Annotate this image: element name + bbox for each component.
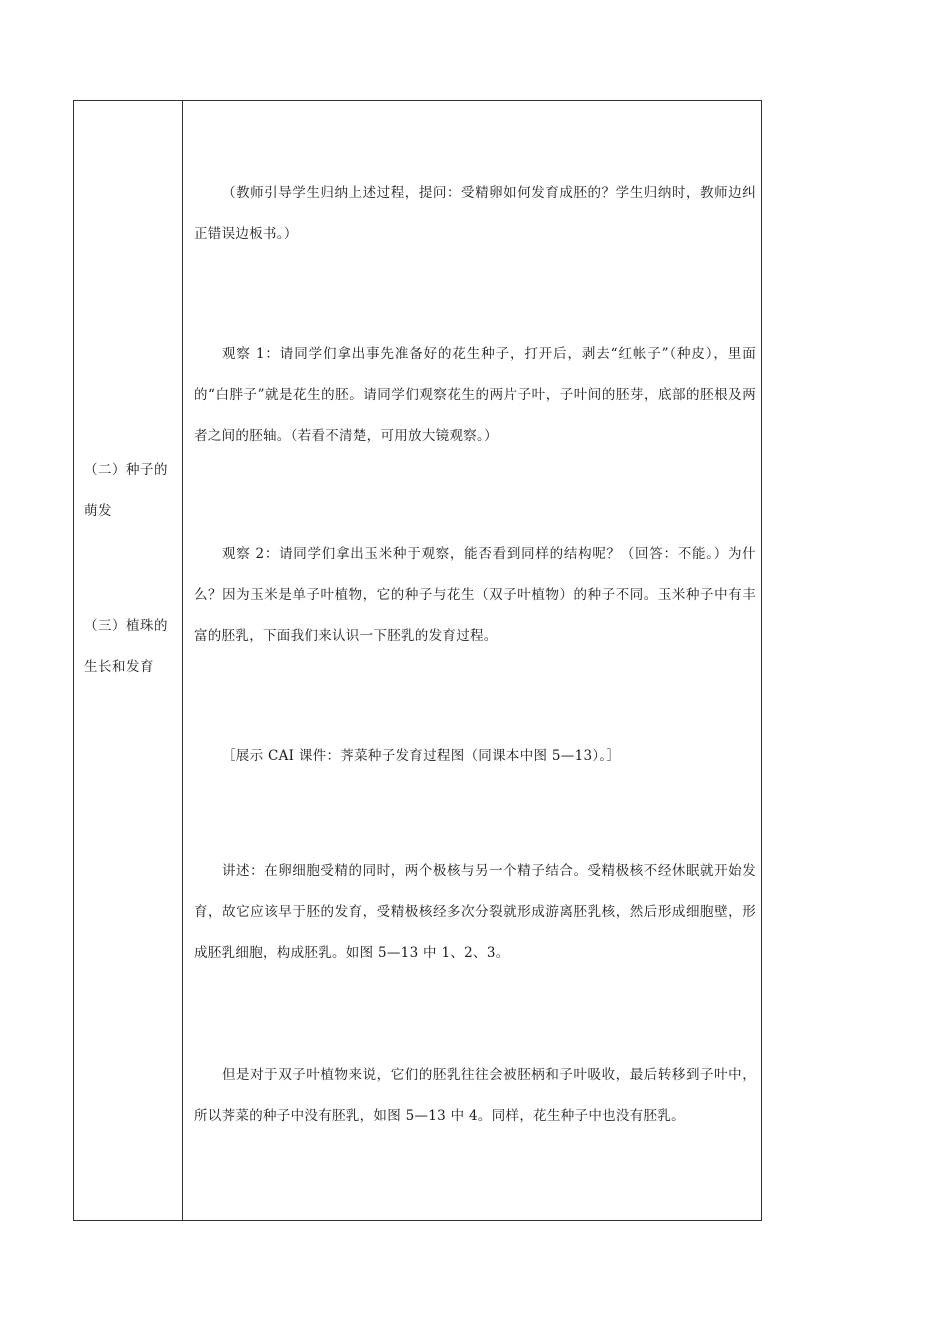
paragraph-dicot-endosperm: 但是对于双子叶植物来说，它们的胚乳往往会被胚柄和子叶吸收，最后转移到子叶中，所以荠菜的种子中没有胚乳，如图 5—13 中 4。同样，花生种子中也没有胚乳。 (194, 1067, 756, 1124)
paragraph-observation-1: 观察 1：请同学们拿出事先准备好的花生种子，打开后，剥去“红帐子”（种皮），里面的“白胖子”就是花生的胚。请同学们观察花生的两片子叶，子叶间的胚芽，底部的胚根及两者之间的胚轴。（若看不清楚，可用放大镜观察。） (194, 346, 756, 444)
paragraph-lecture: 讲述：在卵细胞受精的同时，两个极核与另一个精子结合。受精极核不经休眠就开始发育，故它应该早于胚的发育，受精极核经多次分裂就形成游离胚乳核，然后形成细胞壁，形成胚乳细胞，构成胚乳。如图 5—13 中 1、2、3。 (194, 863, 756, 961)
section-label-cell (74, 101, 182, 1220)
paragraph-observation-2: 观察 2：请同学们拿出玉米种于观察，能否看到同样的结构呢？（回答：不能。）为什么？因为玉米是单子叶植物，它的种子与花生（双子叶植物）的种子不同。玉米种子中有丰富的胚乳，下面我们来认识一下胚乳的发育过程。 (194, 546, 756, 644)
lesson-table (73, 100, 762, 1221)
paragraph-teacher-summary: （教师引导学生归纳上述过程，提问：受精卵如何发育成胚的？学生归纳时，教师边纠正错误边板书。） (194, 185, 756, 242)
section-label-seed-germination: （二）种子的萌发 (84, 462, 168, 519)
column-divider (182, 101, 183, 1220)
paragraph-cai-display: ［展示 CAI 课件：荠菜种子发育过程图（同课本中图 5—13）。］ (222, 748, 621, 764)
content-cell (184, 101, 761, 1220)
section-label-plant-growth: （三）植珠的生长和发育 (84, 618, 168, 675)
